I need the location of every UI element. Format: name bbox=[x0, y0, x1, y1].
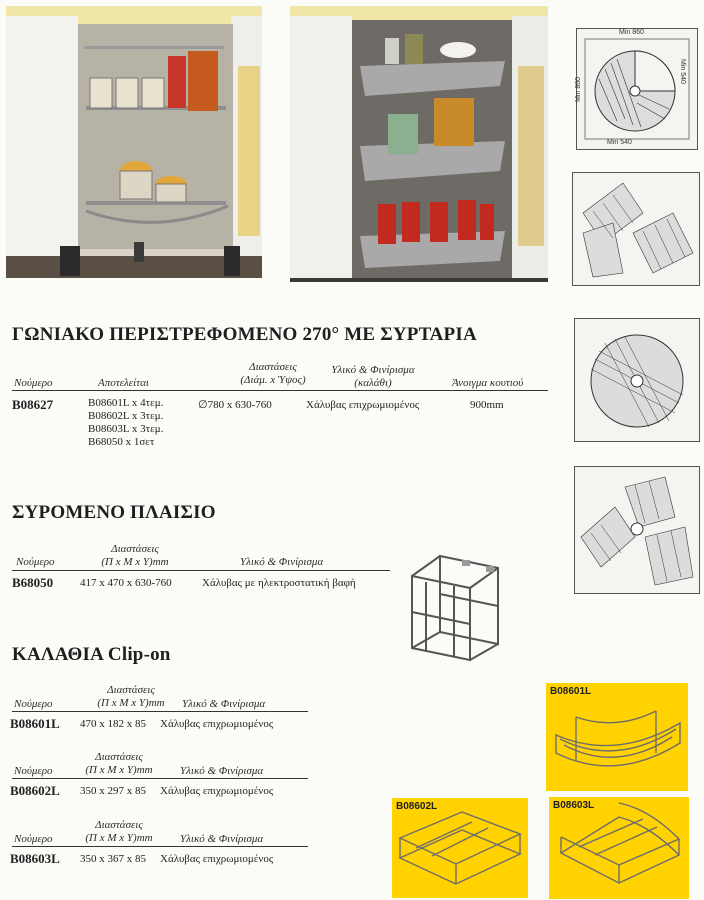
opening-value: 900mm bbox=[470, 399, 504, 411]
dims-value: ∅780 x 630-760 bbox=[198, 399, 272, 411]
consists-line-4: B68050 x 1σετ bbox=[88, 436, 155, 448]
s2-header-dims-1: Διαστάσεις bbox=[111, 543, 159, 555]
plan-dim-right: Min 540 bbox=[679, 59, 686, 84]
s3-r2-header-material: Υλικό & Φινίρισμα bbox=[180, 765, 264, 777]
header-rule-2 bbox=[12, 570, 390, 571]
header-consists: Αποτελείται bbox=[98, 377, 149, 389]
section-title-clip-on-baskets: ΚΑΛΑΘΙΑ Clip-on bbox=[12, 644, 171, 665]
section-title-corner-carousel: ΓΩΝΙΑΚΟ ΠΕΡΙΣΤΡΕΦΟΜΕΝΟ 270° ΜΕ ΣΥΡΤΑΡΙΑ bbox=[12, 324, 477, 345]
s2-header-dims-2: (Π x Μ x Υ)mm bbox=[101, 556, 169, 568]
s2-material-value: Χάλυβας με ηλεκτροστατική βαφή bbox=[202, 577, 356, 589]
s2-header-material: Υλικό & Φινίρισμα bbox=[240, 556, 324, 568]
s3-r2-material: Χάλυβας επιχρωμιομένος bbox=[160, 785, 274, 797]
s3-r2-header-number: Νούμερο bbox=[14, 765, 53, 777]
plan-dim-bottom: Min 540 bbox=[607, 139, 632, 146]
s3-r3-material: Χάλυβας επιχρωμιομένος bbox=[160, 853, 274, 865]
s3-r1-dims: 470 x 182 x 85 bbox=[80, 718, 146, 730]
header-material-1: Υλικό & Φινίρισμα bbox=[331, 364, 415, 376]
s3-r3-header-dims-1: Διαστάσεις bbox=[95, 819, 143, 831]
floor-plan-4 bbox=[574, 466, 700, 594]
header-material-2: (καλάθι) bbox=[354, 377, 392, 389]
basket-panel-b08601l bbox=[546, 683, 688, 791]
floor-plan-2 bbox=[572, 172, 700, 286]
header-opening: Άνοιγμα κουτιού bbox=[452, 377, 524, 389]
s2-dims-value: 417 x 470 x 630-760 bbox=[80, 577, 172, 589]
s3-r1-header-material: Υλικό & Φινίρισμα bbox=[182, 698, 266, 710]
basket-label-b08603l: B08603L bbox=[553, 800, 595, 811]
s3-r1-material: Χάλυβας επιχρωμιομένος bbox=[160, 718, 274, 730]
product-code-b08601l: B08601L bbox=[10, 716, 60, 731]
s3-r3-header-number: Νούμερο bbox=[14, 833, 53, 845]
consists-line-2: B08602L x 3τεμ. bbox=[88, 410, 164, 422]
section-title-sliding-frame: ΣΥΡΟΜΕΝΟ ΠΛΑΙΣΙΟ bbox=[12, 502, 216, 523]
plan-dim-top: Min 860 bbox=[619, 29, 644, 36]
basket-panel-b08603l bbox=[549, 797, 689, 899]
s3-r2-header-dims-2: (Π x Μ x Υ)mm bbox=[85, 764, 153, 776]
s3-r1-header-number: Νούμερο bbox=[14, 698, 53, 710]
material-value: Χάλυβας επιχρωμιομένος bbox=[306, 399, 420, 411]
floor-plan-1 bbox=[576, 28, 698, 150]
s3-r3-dims: 350 x 367 x 85 bbox=[80, 853, 146, 865]
cabinet-photo-right bbox=[290, 6, 548, 282]
s3-r3-header-dims-2: (Π x Μ x Υ)mm bbox=[85, 832, 153, 844]
product-code-b68050: B68050 bbox=[12, 575, 54, 590]
plan-dim-left: Min 860 bbox=[575, 77, 582, 102]
basket-label-b08601l: B08601L bbox=[550, 686, 592, 697]
header-number: Νούμερο bbox=[14, 377, 53, 389]
basket-label-b08602l: B08602L bbox=[396, 801, 438, 812]
s3-r1-rule bbox=[12, 711, 308, 712]
consists-line-1: B08601L x 4τεμ. bbox=[88, 397, 164, 409]
sliding-frame-drawing bbox=[406, 548, 502, 664]
s3-r2-rule bbox=[12, 778, 308, 779]
cabinet-photo-left bbox=[6, 6, 262, 278]
s3-r1-header-dims-2: (Π x Μ x Υ)mm bbox=[97, 697, 165, 709]
floor-plan-3 bbox=[574, 318, 700, 442]
s3-r1-header-dims-1: Διαστάσεις bbox=[107, 684, 155, 696]
s3-r2-header-dims-1: Διαστάσεις bbox=[95, 751, 143, 763]
consists-line-3: B08603L x 3τεμ. bbox=[88, 423, 164, 435]
product-code-b08602l: B08602L bbox=[10, 783, 60, 798]
s2-header-number: Νούμερο bbox=[16, 556, 55, 568]
s3-r3-header-material: Υλικό & Φινίρισμα bbox=[180, 833, 264, 845]
product-code-b08603l: B08603L bbox=[10, 851, 60, 866]
header-rule-1 bbox=[12, 390, 548, 391]
header-dims-1: Διαστάσεις bbox=[249, 361, 297, 373]
s3-r2-dims: 350 x 297 x 85 bbox=[80, 785, 146, 797]
s3-r3-rule bbox=[12, 846, 308, 847]
basket-panel-b08602l bbox=[392, 798, 528, 898]
header-dims-2: (Διάμ. x Ύψος) bbox=[240, 374, 306, 386]
product-code-b08627: B08627 bbox=[12, 397, 54, 412]
